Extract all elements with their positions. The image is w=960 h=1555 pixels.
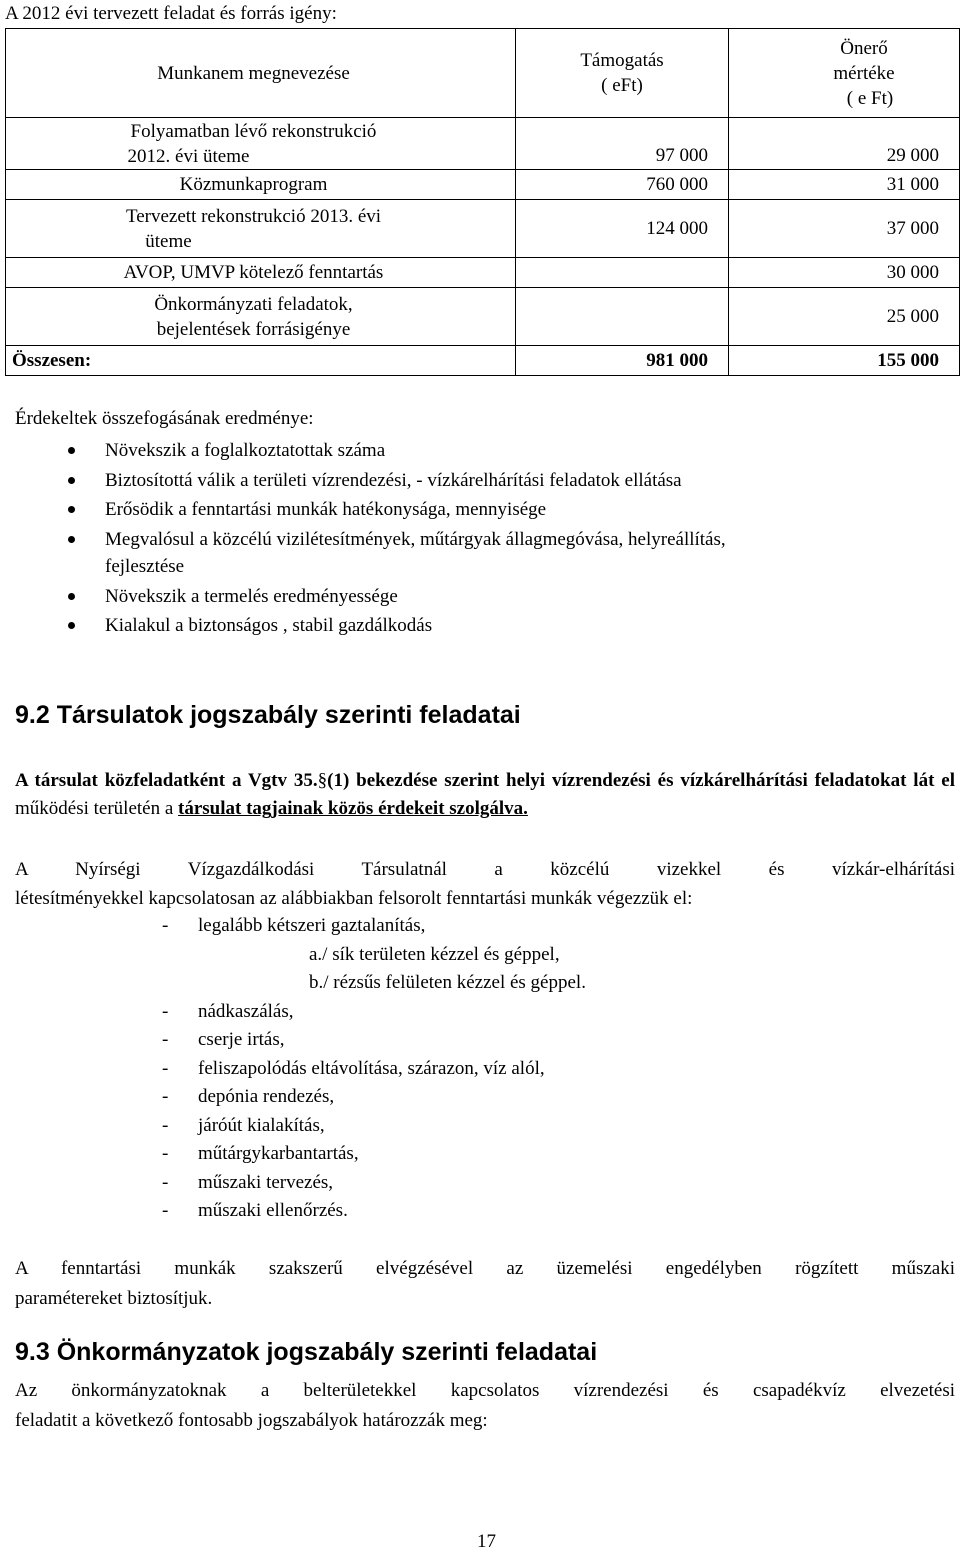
table-row: Önkormányzati feladatok, bejelentések forrásigénye 25 000 (6, 288, 960, 346)
table-header-row (6, 29, 960, 118)
list-item: - műszaki tervezés, (0, 1169, 960, 1198)
table-row: Folyamatban lévő rekonstrukció 2012. évi üteme 97 000 29 000 (6, 118, 960, 170)
tasks-list-first (0, 912, 960, 941)
results-heading: Érdekeltek összefogásának eredménye: (15, 408, 314, 429)
list-item: Kialakul a biztonságos , stabil gazdálkodás (15, 611, 945, 641)
section-9-2-title: 9.2 Társulatok jogszabály szerinti feladatai (15, 701, 521, 729)
list-item: Növekszik a foglalkoztatottak száma (15, 436, 945, 466)
list-item: Erősödik a fenntartási munkák hatékonysága, mennyisége (15, 495, 945, 525)
results-block (15, 405, 945, 641)
table-row: Tervezett rekonstrukció 2013. évi üteme 124 000 37 000 (6, 200, 960, 258)
section-9-2-paragraph-2: A Nyírségi Vízgazdálkodási Társulatnál a közcélú vizekkel és vízkár-elhárítási létesítményekkel kapcsolatosan az alábbiakban felsorolt fenntartási munkák végezzük el: (15, 859, 955, 909)
table-total-row: Összesen: 981 000 155 000 (6, 346, 960, 376)
task-sub-item-a: a./ sík területen kézzel és géppel, (309, 943, 560, 965)
list-item: - nádkaszálás, (0, 998, 960, 1027)
list-item: - feliszapolódás eltávolítása, szárazon, víz alól, (0, 1055, 960, 1084)
list-item: - műtárgykarbantartás, (0, 1140, 960, 1169)
section-9-3-paragraph: Az önkormányzatoknak a belterületekkel kapcsolatos vízrendezési és csapadékvíz elvezetési feladatit a következő fontosabb jogszabályok határozzák meg: (15, 1380, 955, 1431)
table-row: Közmunkaprogram 760 000 31 000 (6, 170, 960, 200)
header-cell-own: Önerő mértéke ( e Ft) (729, 29, 960, 118)
results-list (15, 436, 945, 641)
section-9-3-title: 9.3 Önkormányzatok jogszabály szerinti feladatai (15, 1338, 598, 1366)
list-item: - depónia rendezés, (0, 1083, 960, 1112)
header-cell-support: Támogatás ( eFt) (516, 29, 729, 118)
section-9-2-paragraph-1: A társulat közfeladatként a Vgtv 35.§(1) bekezdése szerint helyi vízrendezési és vízkárelhárítási feladatokat lát el működési területén a társulat tagjainak közös érdekeit szolgálva. (15, 770, 955, 819)
list-item: - műszaki ellenőrzés. (0, 1197, 960, 1226)
list-item: - cserje irtás, (0, 1026, 960, 1055)
budget-table (5, 28, 960, 376)
page-number: 17 (477, 1531, 496, 1552)
section-9-2-paragraph-3: A fenntartási munkák szakszerű elvégzésével az üzemelési engedélyben rögzített műszaki paramétereket biztosítjuk. (15, 1258, 955, 1309)
list-item: Megvalósul a közcélú vizilétesítmények, műtárgyak állagmegóvása, helyreállítás, fejlesztése (15, 525, 945, 580)
tasks-block (0, 912, 960, 1226)
list-item: Növekszik a termelés eredményessége (15, 582, 945, 612)
task-sub-item-b: b./ rézsűs felületen kézzel és géppel. (309, 972, 586, 993)
list-item: - legalább kétszeri gaztalanítás, (0, 912, 960, 941)
list-item: Biztosítottá válik a területi vízrendezési, - vízkárelhárítási feladatok ellátása (15, 466, 945, 496)
table-caption: A 2012 évi tervezett feladat és forrás igény: (5, 3, 337, 24)
list-item: - járóút kialakítás, (0, 1112, 960, 1141)
tasks-list (0, 998, 960, 1226)
header-cell-name: Munkanem megnevezése (6, 29, 516, 118)
section-sign: § (317, 770, 328, 791)
table-row: AVOP, UMVP kötelező fenntartás 30 000 (6, 258, 960, 288)
